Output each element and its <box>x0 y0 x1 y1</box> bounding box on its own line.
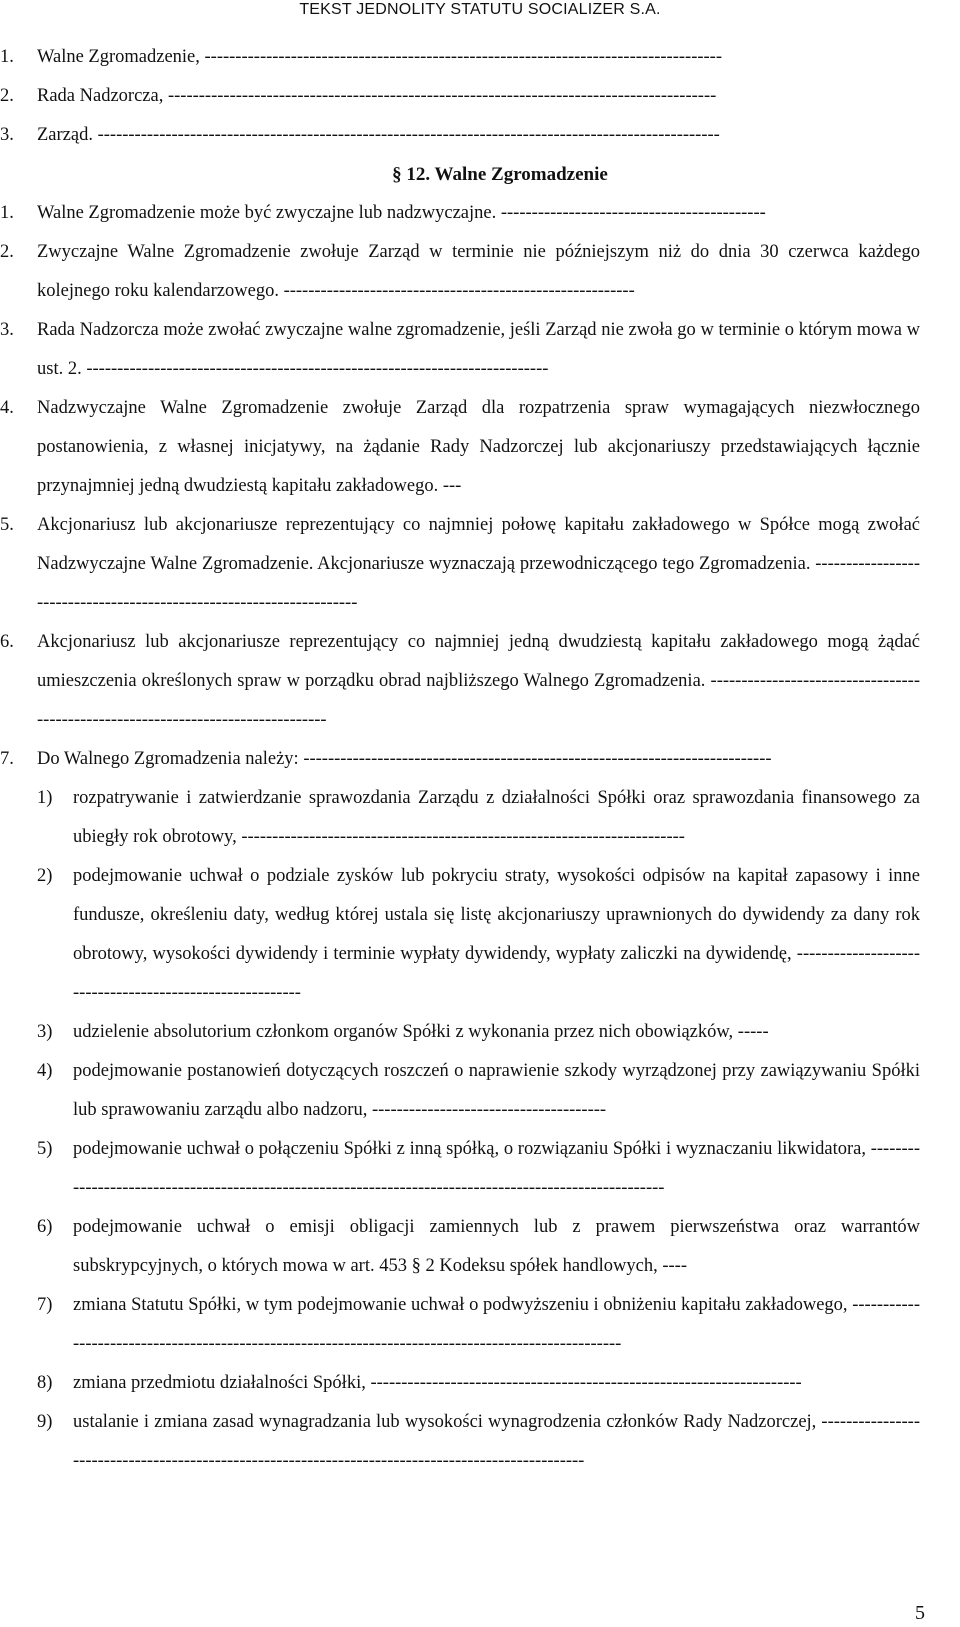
subpoint-item <box>0 1052 960 1130</box>
point-text: Akcjonariusz lub akcjonariusze reprezentujący co najmniej jedną dwudziestą kapitału zakładowego mogą żądać umieszczenia określonych spraw w porządku obrad najbliższego Walnego Zgromadzenia. --------------------------------------------------------------------------------- <box>37 632 920 730</box>
page-number: 5 <box>915 1602 925 1624</box>
point-text: Zwyczajne Walne Zgromadzenie zwołuje Zarząd w terminie nie późniejszym niż do dnia 30 czerwca każdego kolejnego roku kalendarzowego. --------------------------------------------------------- <box>37 242 920 301</box>
subpoint-item <box>0 1403 960 1481</box>
subpoint-text: udzielenie absolutorium członkom organów Spółki z wykonania przez nich obowiązków, ----- <box>73 1022 769 1042</box>
list-item <box>0 116 960 155</box>
point-number: 4. <box>0 398 14 418</box>
list-item <box>0 38 960 77</box>
list-text: Zarząd. ----------------------------------------------------------------------------------------------------- <box>37 125 720 145</box>
point-item <box>0 740 960 779</box>
point-item <box>0 623 960 740</box>
point-number: 2. <box>0 242 14 262</box>
list-number: 2. <box>0 86 14 106</box>
point-item <box>0 506 960 623</box>
subpoint-item <box>0 1013 960 1052</box>
point-item <box>0 389 960 506</box>
point-text: Do Walnego Zgromadzenia należy: ---------------------------------------------------------------------------- <box>37 749 772 769</box>
subpoint-number: 2) <box>37 866 53 886</box>
subpoint-number: 4) <box>37 1061 53 1081</box>
subpoint-number: 1) <box>37 788 53 808</box>
list-item <box>0 77 960 116</box>
subpoint-item <box>0 1286 960 1364</box>
subpoint-number: 9) <box>37 1412 53 1432</box>
subpoint-number: 3) <box>37 1022 53 1042</box>
subpoint-item <box>0 1364 960 1403</box>
point-item <box>0 233 960 311</box>
point-text: Nadzwyczajne Walne Zgromadzenie zwołuje Zarząd dla rozpatrzenia spraw wymagających niezwłocznego postanowienia, z własnej inicjatywy, na żądanie Rady Nadzorczej lub akcjonariuszy przedstawiających łącznie przynajmniej jedną dwudziestą kapitału zakładowego. --- <box>37 398 920 496</box>
point-number: 7. <box>0 749 14 769</box>
subpoint-text: podejmowanie postanowień dotyczących roszczeń o naprawienie szkody wyrządzonej przy zawiązywaniu Spółki lub sprawowaniu zarządu albo nadzoru, -------------------------------------- <box>73 1061 920 1120</box>
point-item <box>0 311 960 389</box>
section-title: 12. Walne Zgromadzenie <box>406 164 608 185</box>
subpoint-text: zmiana przedmiotu działalności Spółki, ---------------------------------------------------------------------- <box>73 1373 802 1393</box>
subpoint-text: rozpatrywanie i zatwierdzanie sprawozdania Zarządu z działalności Spółki oraz sprawozdania finansowego za ubiegły rok obrotowy, ------------------------------------------------------------------------ <box>73 788 920 847</box>
subpoint-item <box>0 1130 960 1208</box>
subpoint-text: podejmowanie uchwał o emisji obligacji zamiennych lub z prawem pierwszeństwa oraz warrantów subskrypcyjnych, o których mowa w art. 453 § 2 Kodeksu spółek handlowych, ---- <box>73 1217 920 1276</box>
point-text: Rada Nadzorcza może zwołać zwyczajne walne zgromadzenie, jeśli Zarząd nie zwoła go w terminie o którym mowa w ust. 2. --------------------------------------------------------------------------- <box>37 320 920 379</box>
point-number: 5. <box>0 515 14 535</box>
point-text: Akcjonariusz lub akcjonariusze reprezentujący co najmniej połowę kapitału zakładowego w Spółce mogą zwołać Nadzwyczajne Walne Zgromadzenie. Akcjonariusze wyznaczają przewodniczącego tego Zgromadzenia. --------------------------------------------------------------------- <box>37 515 920 613</box>
point-number: 1. <box>0 203 14 223</box>
document-header: TEKST JEDNOLITY STATUTU SOCIALIZER S.A. <box>299 1 661 18</box>
section-heading <box>0 155 960 194</box>
point-number: 3. <box>0 320 14 340</box>
subpoint-text: podejmowanie uchwał o połączeniu Spółki z inną spółką, o rozwiązaniu Spółki i wyznaczaniu likwidatora, -------------------------------------------------------------------------------------------------------- <box>73 1139 920 1198</box>
point-item <box>0 194 960 233</box>
subpoint-number: 8) <box>37 1373 53 1393</box>
subpoint-text: podejmowanie uchwał o podziale zysków lub pokryciu straty, wysokości odpisów na kapitał zapasowy i inne fundusze, określeniu daty, według której ustala się listę akcjonariuszy uprawnionych do dywidendy za dany rok obrotowy, wysokości dywidendy i terminie wypłaty dywidendy, wypłaty zaliczki na dywidendę, --------------------------------------------------------- <box>73 866 920 1003</box>
list-text: Walne Zgromadzenie, ------------------------------------------------------------------------------------ <box>37 47 722 67</box>
subpoint-item <box>0 1208 960 1286</box>
subpoint-text: ustalanie i zmiana zasad wynagradzania lub wysokości wynagrodzenia członków Rady Nadzorczej, --------------------------------------------------------------------------------------------------- <box>73 1412 920 1471</box>
document-body <box>0 38 960 1481</box>
point-text: Walne Zgromadzenie może być zwyczajne lub nadzwyczajne. ------------------------------------------- <box>37 203 766 223</box>
subpoint-text: zmiana Statutu Spółki, w tym podejmowanie uchwał o podwyższeniu i obniżeniu kapitału zakładowego, ---------------------------------------------------------------------------------------------------- <box>73 1295 920 1354</box>
list-text: Rada Nadzorcza, ----------------------------------------------------------------------------------------- <box>37 86 717 106</box>
subpoint-item <box>0 779 960 857</box>
subpoint-item <box>0 857 960 1013</box>
subpoint-number: 6) <box>37 1217 53 1237</box>
subpoint-number: 5) <box>37 1139 53 1159</box>
subpoint-number: 7) <box>37 1295 53 1315</box>
section-mark: § <box>392 164 402 185</box>
list-number: 1. <box>0 47 14 67</box>
list-number: 3. <box>0 125 14 145</box>
point-number: 6. <box>0 632 14 652</box>
